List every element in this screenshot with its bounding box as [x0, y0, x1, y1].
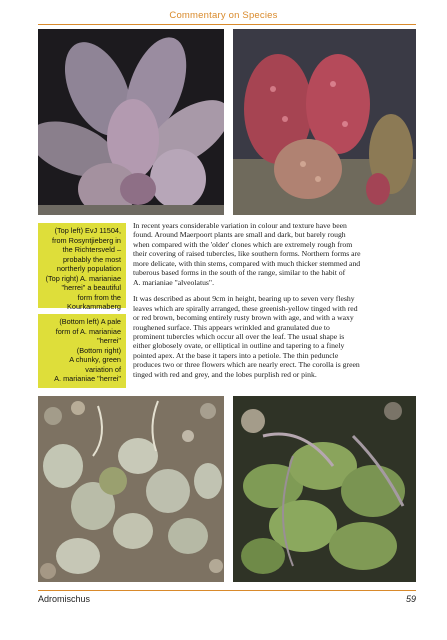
caption-line: (Top right) A. marianiae — [45, 273, 121, 283]
caption-line: northerly population — [56, 264, 121, 273]
caption-line: form of A. marianiae — [55, 326, 121, 336]
text-line: A. marianiae "alveolatus". — [133, 277, 214, 287]
page-number: 59 — [405, 594, 416, 604]
text-line: pointed apex. At the base it tapers into a petiole. The thin peduncle — [133, 350, 339, 360]
text-line: roughened surface. This appears wrinkled and granulated due to — [133, 322, 330, 332]
text-line: or red brown, becoming entirely rusty brown with age, and with a waxy — [133, 313, 354, 323]
header-rule — [38, 24, 416, 25]
text-line: produces two or three flowers which are nearly erect. The corolla is green — [133, 360, 360, 370]
caption-top-photos — [38, 223, 126, 311]
caption-line: probably the most — [62, 254, 121, 264]
caption-line: A chunky, green — [69, 355, 121, 364]
text-line: It was described as about 9cm in height, bearing up to seven very fleshy — [133, 294, 355, 304]
caption-bottom-photos — [38, 314, 126, 388]
photo-bottom-right-succulent — [233, 396, 416, 582]
caption-line: A. marianiae "herrei" — [54, 374, 121, 383]
caption-line: (Bottom right) — [76, 345, 121, 355]
caption-line: Kourkammaberg — [67, 302, 121, 311]
caption-line: "herrei" a beautiful — [61, 283, 121, 292]
text-line: either globosely ovate, or elliptical in outline and tapering to a finely — [133, 341, 345, 351]
footer-rule — [38, 590, 416, 591]
caption-line: variation of — [85, 364, 121, 374]
photo-top-right-succulent — [233, 29, 416, 215]
caption-line: form from the — [77, 292, 121, 302]
text-line: their covering of raised tubercles, like southern forms. Northern forms are — [133, 249, 361, 259]
text-line: more delicate, with thin stems, compared with much thicker stemmed and — [133, 258, 361, 268]
text-line: prominent tubercles which occur all over the leaf. The usual shape is — [133, 331, 345, 341]
caption-line: (Bottom left) A pale — [59, 317, 121, 326]
text-line: tinged with red and grey, and the lobes purplish red or pink. — [133, 369, 317, 379]
photo-bottom-left-succulent — [38, 396, 224, 582]
text-line: found. Around Maerpoort plants are small and dark, but barely rough — [133, 230, 346, 240]
caption-line: from Rosyntjieberg in — [52, 235, 121, 245]
photo-top-left-succulent — [38, 29, 224, 215]
caption-line: "herrei" — [97, 336, 121, 345]
body-paragraph-1 — [133, 221, 417, 287]
body-paragraph-2 — [133, 294, 417, 379]
caption-line: the Richtersveld – — [62, 245, 121, 254]
body-text — [133, 221, 417, 386]
text-line: when compared with the 'older' clones which are extremely rough from — [133, 239, 353, 249]
text-line: leaves which are spirally arranged, these greenish-yellow tinged with red — [133, 303, 358, 313]
text-line: In recent years considerable variation in colour and texture have been — [133, 221, 347, 230]
caption-line: (Top left) EvJ 11504, — [54, 226, 121, 235]
text-line: tuberous based forms in the south of the range, similar to the habit of — [133, 268, 346, 278]
running-header-title: Commentary on Species — [169, 10, 278, 21]
footer-book-title: Adromischus — [38, 594, 91, 604]
